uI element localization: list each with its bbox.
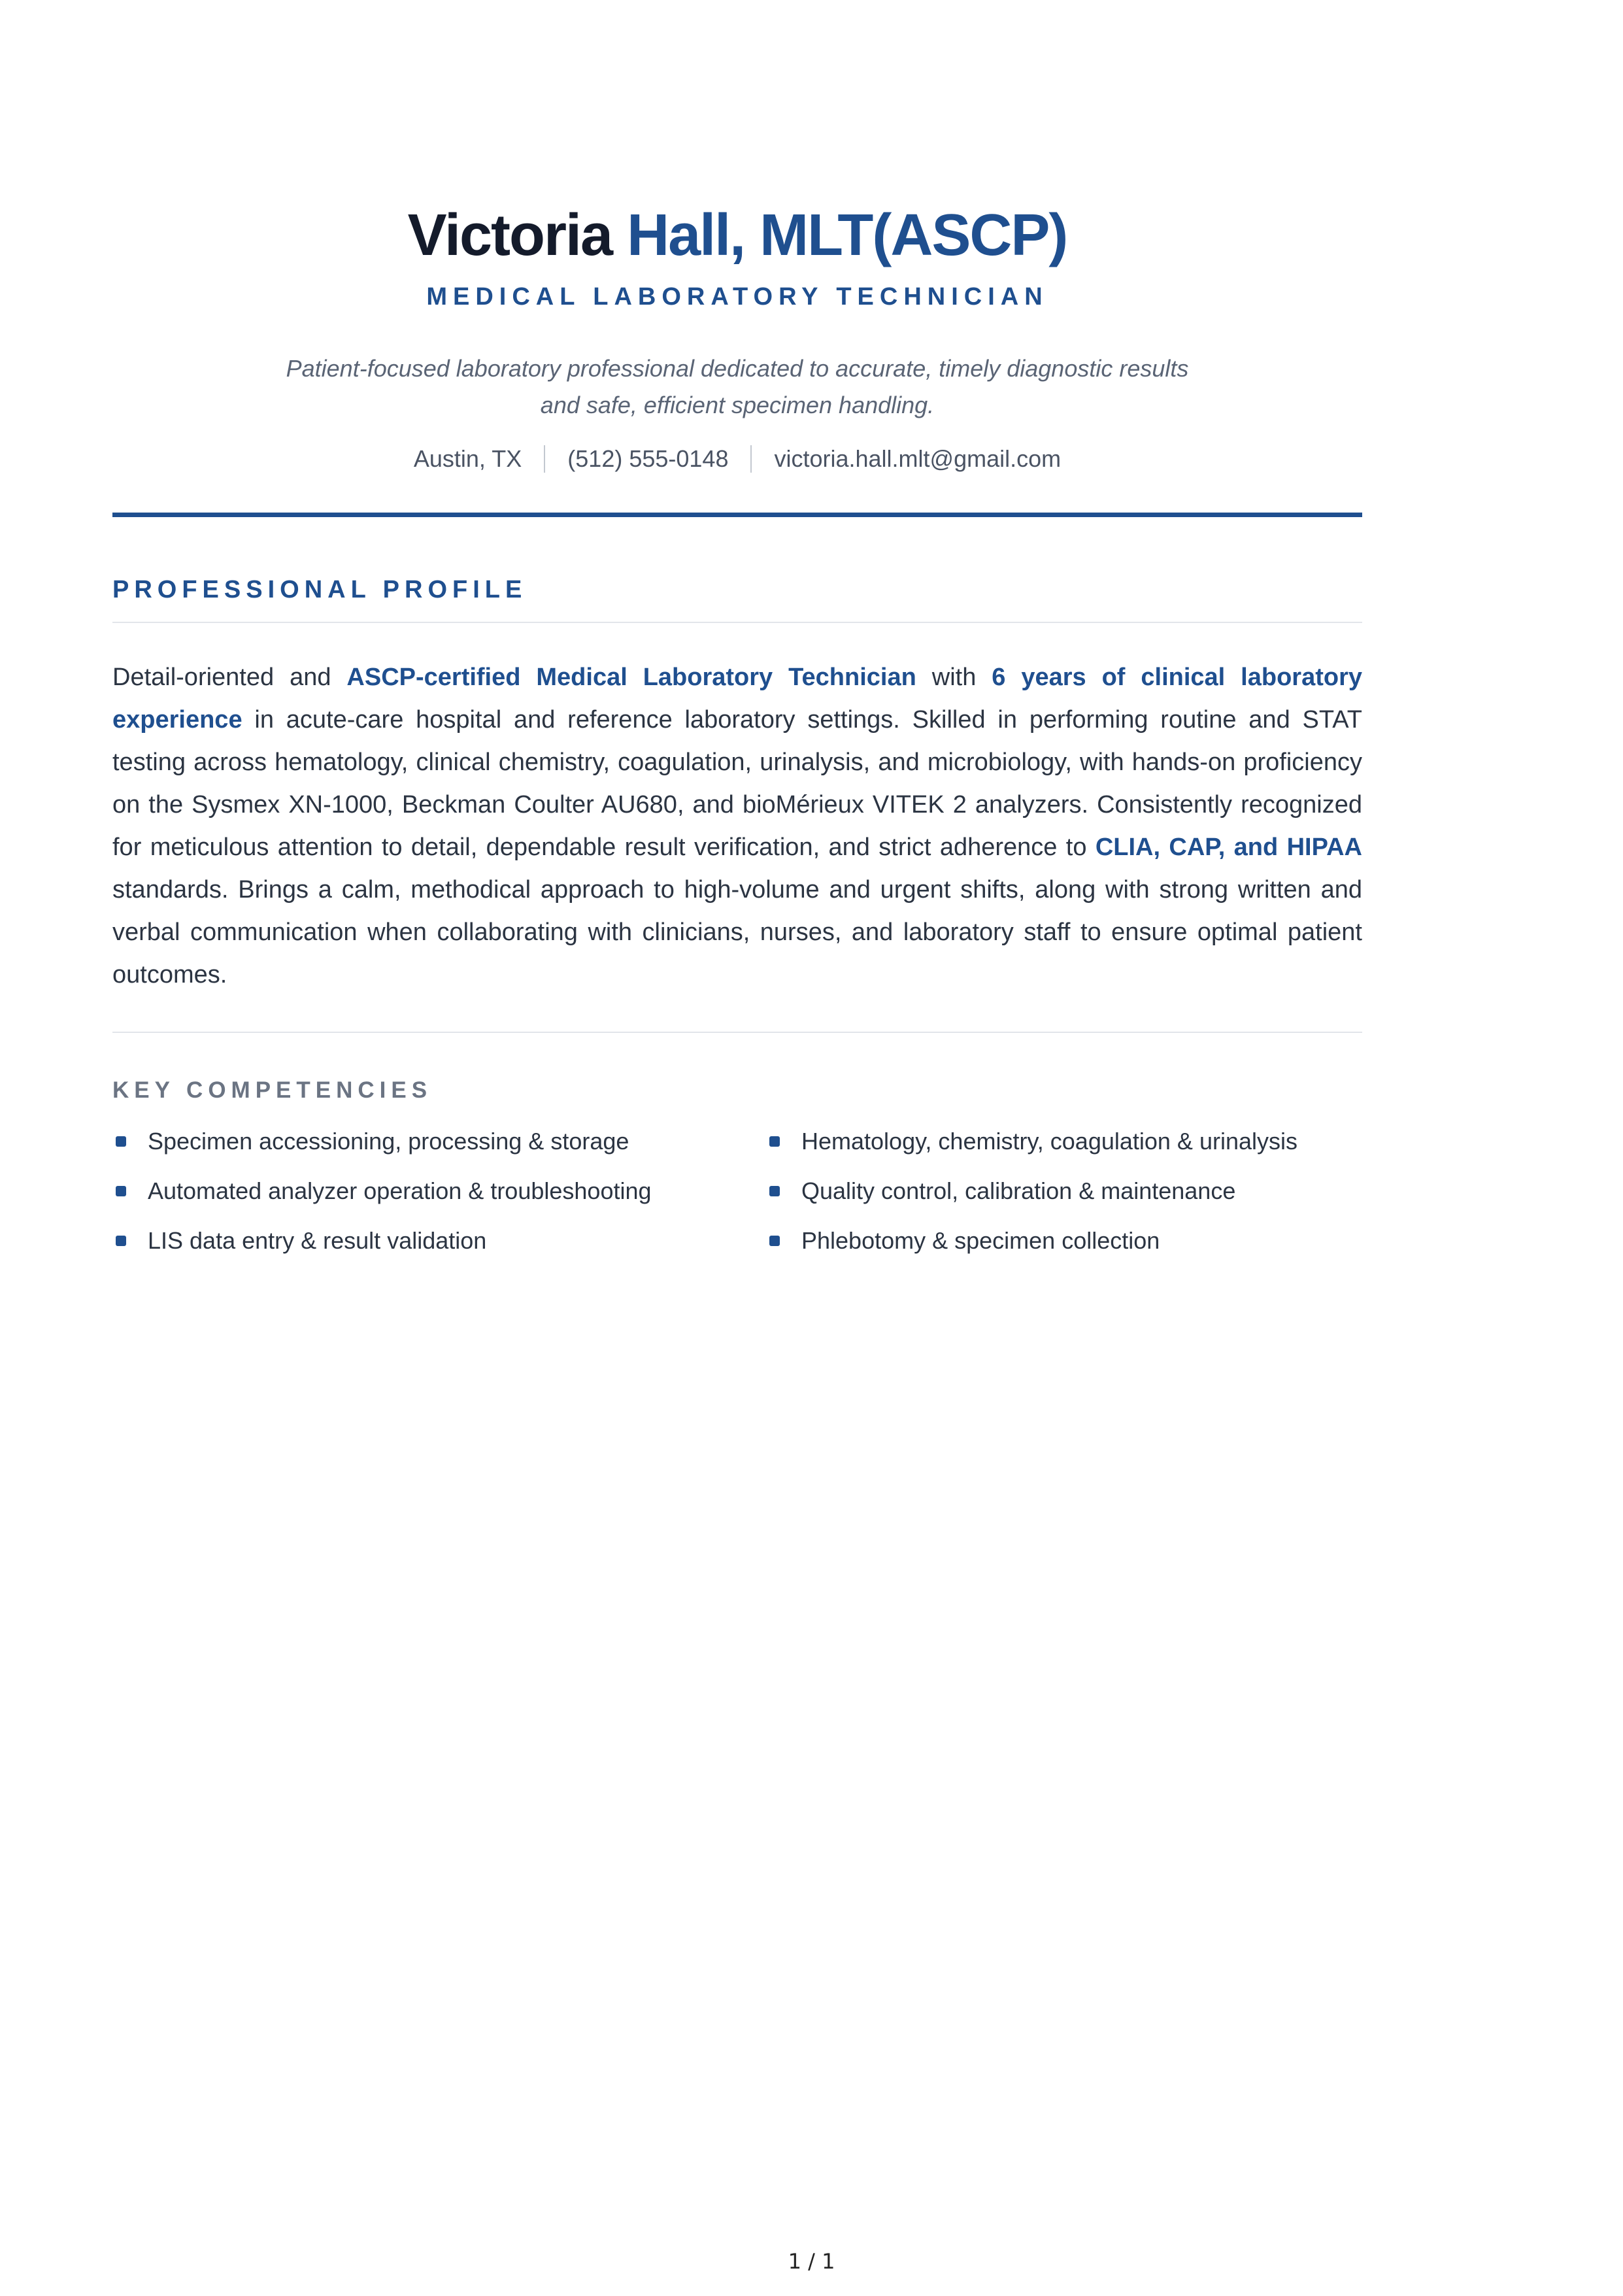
- list-item: [766, 1225, 1362, 1257]
- list-item: [112, 1175, 766, 1207]
- competency-label: Automated analyzer operation & troubleshooting: [148, 1177, 652, 1204]
- profile-section-title: PROFESSIONAL PROFILE: [112, 576, 527, 603]
- name-last-credentials: Hall, MLT(ASCP): [627, 203, 1067, 268]
- resume-header: [112, 196, 1362, 475]
- competency-label: Specimen accessioning, processing & storage: [148, 1128, 629, 1155]
- square-bullet-icon: [769, 1186, 780, 1196]
- contact-line: [112, 443, 1362, 475]
- square-bullet-icon: [116, 1186, 126, 1196]
- contact-email: victoria.hall.mlt@gmail.com: [774, 445, 1062, 472]
- profile-summary: [112, 656, 1362, 996]
- profile-title-divider: [112, 622, 1362, 623]
- profile-text: Detail-oriented and: [112, 664, 347, 691]
- competencies-list: [112, 1126, 1362, 1257]
- square-bullet-icon: [116, 1136, 126, 1147]
- job-title: MEDICAL LABORATORY TECHNICIAN: [426, 283, 1048, 311]
- profile-text: standards. Brings a calm, methodical approach to high-volume and urgent shifts, along with strong written and verbal communication when collaborating with clinicians, nurses, and laboratory staff to ensure optimal patient outcomes.: [112, 876, 1362, 988]
- competencies-section-title: KEY COMPETENCIES: [112, 1077, 433, 1103]
- page-number: 1 / 1: [788, 2249, 835, 2274]
- tagline: Patient-focused laboratory professional dedicated to accurate, timely diagnostic results and safe, efficient specimen handling.: [286, 355, 1189, 418]
- competency-label: Quality control, calibration & maintenance: [801, 1177, 1236, 1204]
- competency-label: Phlebotomy & specimen collection: [801, 1227, 1160, 1254]
- section-divider: [112, 1032, 1362, 1033]
- candidate-name: [112, 196, 1362, 275]
- square-bullet-icon: [769, 1236, 780, 1246]
- list-item: [112, 1126, 766, 1157]
- profile-text: with: [916, 664, 992, 691]
- square-bullet-icon: [769, 1136, 780, 1147]
- contact-location: Austin, TX: [413, 445, 522, 472]
- profile-text: in acute-care hospital and reference laboratory settings. Skilled in performing routine and STAT testing across hematology, clinical chemistry, coagulation, urinalysis, and microbiology, with hands-on proficiency on the Sysmex XN-1000, Beckman Coulter AU680, and bioMérieux VITEK 2 analyzers. Consistently recognized for meticulous attention to detail, dependable result verification, and strict adherence to: [112, 706, 1362, 861]
- profile-highlight: 6 years of clinical laboratory experience: [112, 664, 1362, 734]
- competency-label: Hematology, chemistry, coagulation & urinalysis: [801, 1128, 1297, 1155]
- name-first: Victoria: [407, 203, 612, 268]
- list-item: [766, 1126, 1362, 1157]
- competency-label: LIS data entry & result validation: [148, 1227, 487, 1254]
- contact-divider: [750, 445, 752, 473]
- contact-divider: [544, 445, 545, 473]
- profile-highlight: CLIA, CAP, and HIPAA: [1095, 834, 1362, 861]
- profile-highlight: ASCP-certified Medical Laboratory Technician: [346, 664, 916, 691]
- list-item: [112, 1225, 766, 1257]
- list-item: [766, 1175, 1362, 1207]
- square-bullet-icon: [116, 1236, 126, 1246]
- contact-phone: (512) 555-0148: [567, 445, 729, 472]
- header-divider: [112, 513, 1362, 517]
